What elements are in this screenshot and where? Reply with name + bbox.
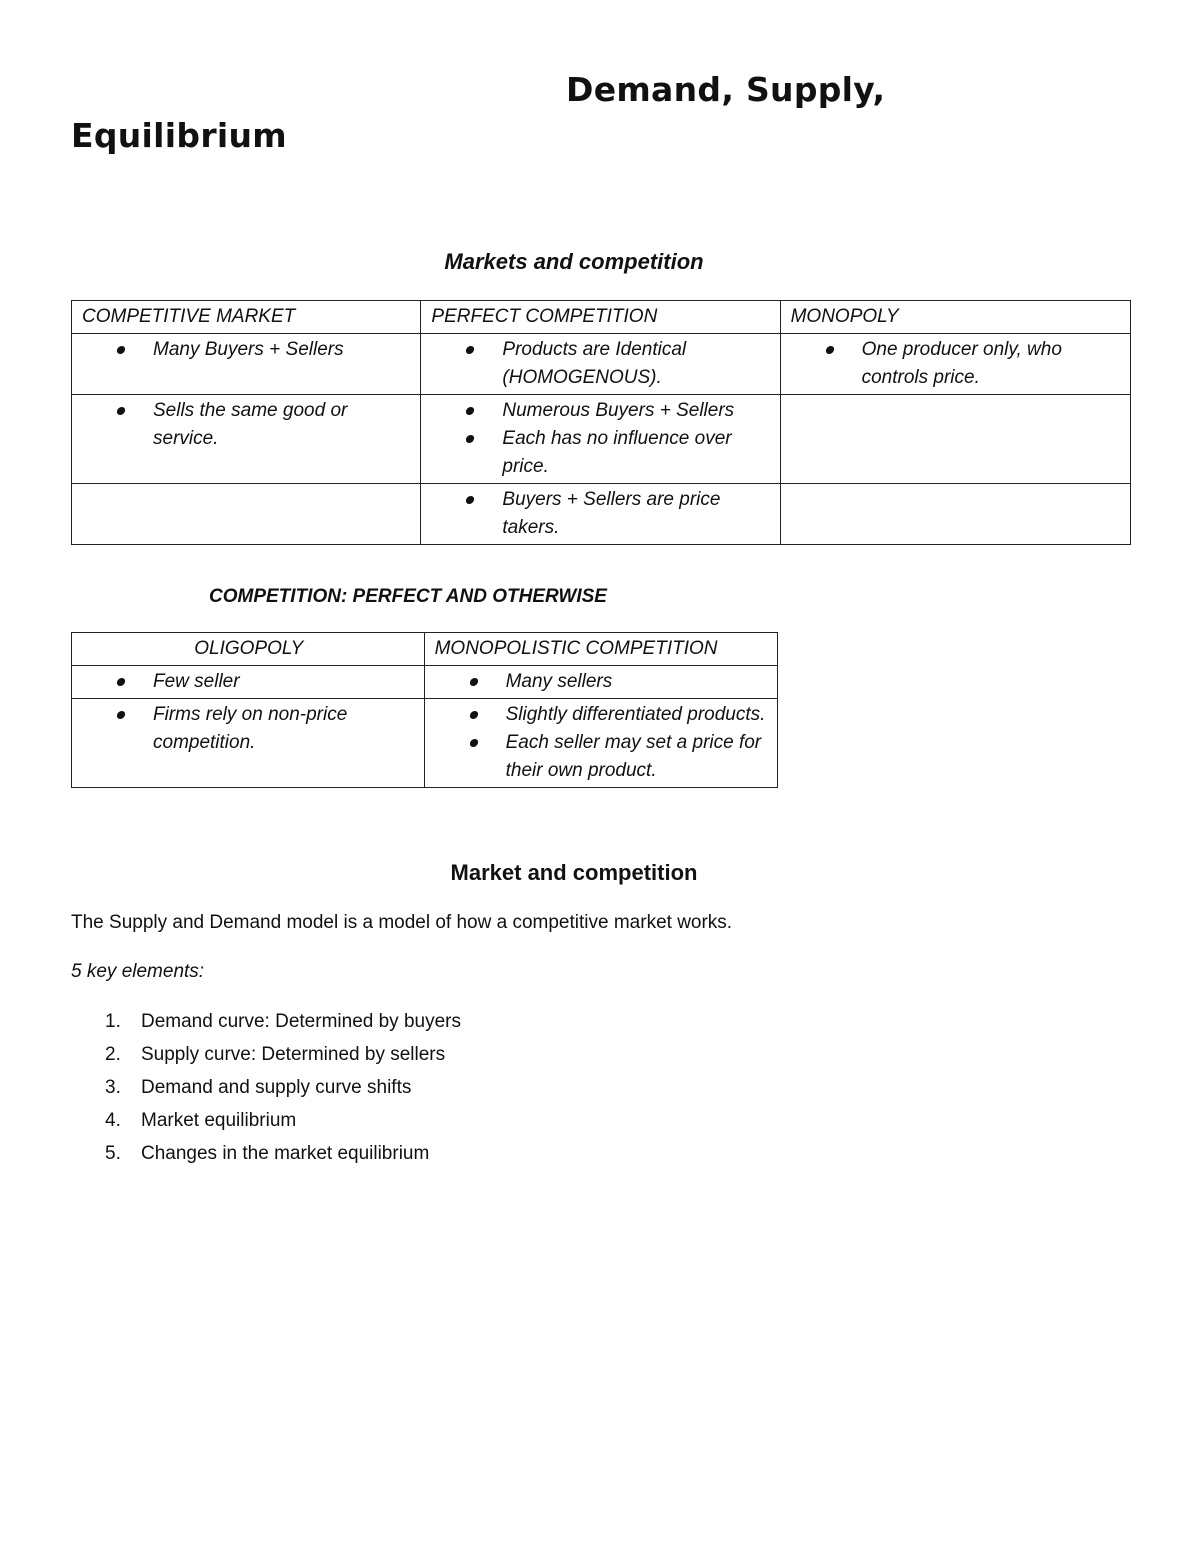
- list-item-text: Demand curve: Determined by buyers: [141, 1011, 461, 1032]
- market-competition-heading: Market and competition: [450, 860, 698, 885]
- header-cell: MONOPOLY: [780, 301, 1130, 334]
- markets-heading: Markets and competition: [444, 249, 704, 274]
- table-row: [72, 395, 1131, 484]
- list-number: 5.: [105, 1143, 121, 1164]
- competition-heading: COMPETITION: PERFECT AND OTHERWISE: [209, 586, 607, 607]
- list-item: [71, 1140, 461, 1173]
- list-item: [71, 1008, 461, 1041]
- table-cell: [72, 666, 425, 699]
- key-elements-label: 5 key elements:: [71, 961, 205, 982]
- key-elements-list: [71, 1008, 461, 1173]
- bullet-item: Numerous Buyers + Sellers: [502, 397, 771, 425]
- table-cell: [72, 484, 421, 545]
- table-cell: [424, 666, 777, 699]
- bullet-item: Each seller may set a price for their own product.: [506, 729, 769, 785]
- bullet-item: Products are Identical (HOMOGENOUS).: [502, 336, 771, 392]
- list-item: [71, 1074, 461, 1107]
- document-title-line1: Demand, Supply,: [566, 70, 886, 109]
- bullet-item: Sells the same good or service.: [153, 397, 412, 453]
- table-row: [72, 334, 1131, 395]
- bullet-item: Few seller: [153, 668, 416, 696]
- list-item-text: Supply curve: Determined by sellers: [141, 1044, 446, 1065]
- list-number: 3.: [105, 1077, 121, 1098]
- list-item: [71, 1107, 461, 1140]
- header-cell: OLIGOPOLY: [72, 633, 425, 666]
- list-item-text: Changes in the market equilibrium: [141, 1143, 430, 1164]
- table-cell: [72, 334, 421, 395]
- bullet-item: One producer only, who controls price.: [862, 336, 1122, 392]
- list-item: [71, 1041, 461, 1074]
- table-cell: [421, 395, 780, 484]
- header-cell: COMPETITIVE MARKET: [72, 301, 421, 334]
- intro-paragraph: The Supply and Demand model is a model of how a competitive market works.: [71, 912, 733, 933]
- table-row: [72, 666, 778, 699]
- list-number: 4.: [105, 1110, 121, 1131]
- table-header-row: [72, 301, 1131, 334]
- table-cell: [424, 699, 777, 788]
- table-header-row: [72, 633, 778, 666]
- table-cell: [421, 484, 780, 545]
- market-types-table: [71, 300, 1131, 545]
- table-cell: [780, 484, 1130, 545]
- competition-types-table: [71, 632, 778, 788]
- header-cell: MONOPOLISTIC COMPETITION: [424, 633, 777, 666]
- table-cell: [72, 699, 425, 788]
- bullet-item: Buyers + Sellers are price takers.: [502, 486, 771, 542]
- bullet-item: Each has no influence over price.: [502, 425, 771, 481]
- list-item-text: Demand and supply curve shifts: [141, 1077, 412, 1098]
- bullet-item: Many sellers: [506, 668, 769, 696]
- list-number: 2.: [105, 1044, 121, 1065]
- bullet-item: Firms rely on non-price competition.: [153, 701, 416, 757]
- bullet-item: Many Buyers + Sellers: [153, 336, 412, 364]
- table-row: [72, 699, 778, 788]
- table-cell: [421, 334, 780, 395]
- table-cell: [72, 395, 421, 484]
- list-item-text: Market equilibrium: [141, 1110, 297, 1131]
- document-title-line2: Equilibrium: [71, 116, 287, 155]
- table-row: [72, 484, 1131, 545]
- list-number: 1.: [105, 1011, 121, 1032]
- bullet-item: Slightly differentiated products.: [506, 701, 769, 729]
- table-cell: [780, 395, 1130, 484]
- header-cell: PERFECT COMPETITION: [421, 301, 780, 334]
- table-cell: [780, 334, 1130, 395]
